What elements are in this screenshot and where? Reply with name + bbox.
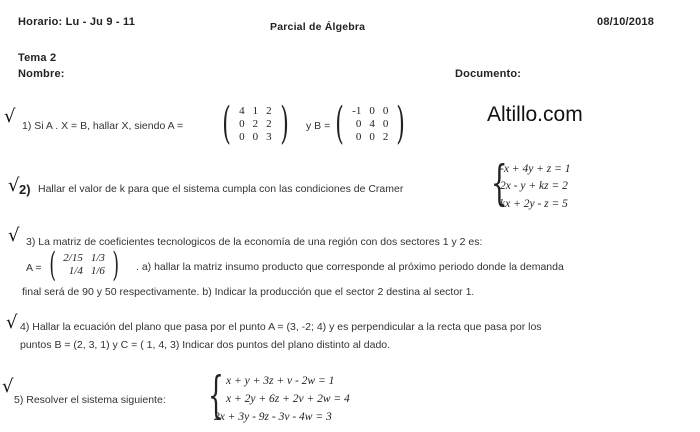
q2-number: 2) xyxy=(19,182,31,197)
q3-a-label: A = xyxy=(26,262,42,274)
tema-label: Tema 2 xyxy=(18,52,57,64)
q1-text: 1) Si A . X = B, hallar X, siendo A = xyxy=(22,120,184,132)
exam-title: Parcial de Álgebra xyxy=(270,21,366,33)
q2-equation: 2x - y + kz = 2 xyxy=(500,180,568,192)
q3-line3: final será de 90 y 50 respectivamente. b) Indicar la producción que el sector 2 destina al sector 1. xyxy=(22,286,475,298)
check-mark-icon: √ xyxy=(4,106,16,127)
q1-mid-text: y B = xyxy=(306,120,331,132)
check-mark-icon: √ xyxy=(2,376,14,397)
q5-equation: 2x + 3y - 9z - 3v - 4w = 3 xyxy=(214,411,332,423)
q1-matrix-b: ( -1 0 0 0 4 0 0 0 2 ) xyxy=(335,98,406,149)
q2-system-brace: { xyxy=(490,155,508,211)
nombre-label: Nombre: xyxy=(18,68,65,80)
q2-equation: -x + 4y + z = 1 xyxy=(500,163,571,175)
schedule-label: Horario: Lu - Ju 9 - 11 xyxy=(18,16,136,28)
q5-equation: x + y + 3z + v - 2w = 1 xyxy=(226,375,335,387)
exam-date: 08/10/2018 xyxy=(597,16,655,28)
watermark-text: Altillo.com xyxy=(487,103,583,126)
q2-equation: kx + 2y - z = 5 xyxy=(500,198,568,210)
q5-system-brace: { xyxy=(207,366,224,424)
documento-label: Documento: xyxy=(455,68,522,80)
q4-line2: puntos B = (2, 3, 1) y C = ( 1, 4, 3) Indicar dos puntos del plano distinto al dado. xyxy=(20,339,391,351)
q5-equation: x + 2y + 6z + 2v + 2w = 4 xyxy=(226,393,350,405)
check-mark-icon: √ xyxy=(6,312,18,333)
check-mark-icon: √ xyxy=(8,175,20,196)
q4-line1: 4) Hallar la ecuación del plano que pasa por el punto A = (3, -2; 4) y es perpendicular a la recta que pasa por los xyxy=(20,321,542,333)
q5-text: 5) Resolver el sistema siguiente: xyxy=(14,394,166,406)
q1-matrix-a: ( 4 1 2 0 2 2 0 0 3 ) xyxy=(222,98,289,149)
q3-line2: . a) hallar la matriz insumo producto que corresponde al próximo periodo donde la demanda xyxy=(136,261,564,273)
check-mark-icon: √ xyxy=(8,225,20,246)
q2-text: Hallar el valor de k para que el sistema cumpla con las condiciones de Cramer xyxy=(38,183,404,195)
q3-line1: 3) La matriz de coeficientes tecnologicos de la economía de una región con dos sectores 1 y 2 es: xyxy=(26,236,483,248)
q3-matrix: ( 2/15 1/3 1/4 1/6 ) xyxy=(49,245,119,285)
